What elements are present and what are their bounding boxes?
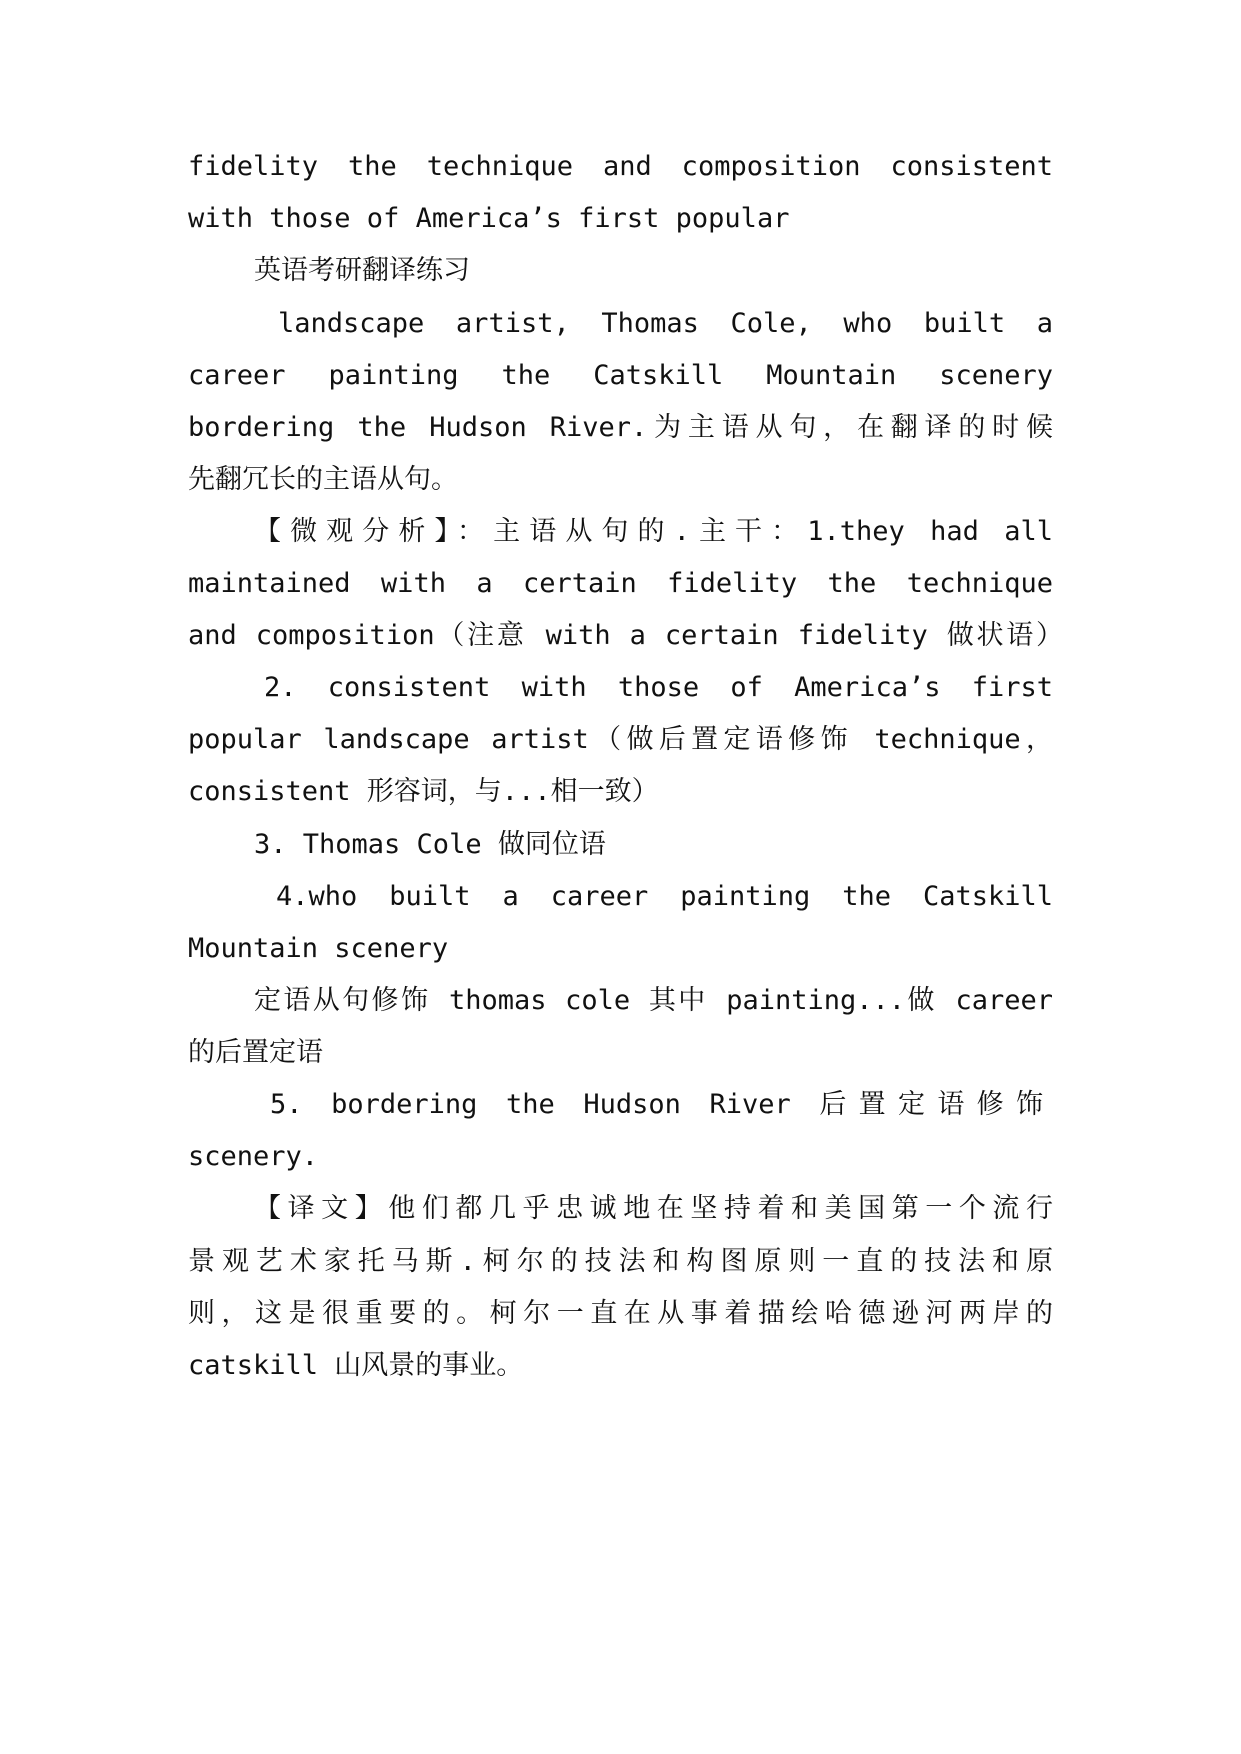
text-line-13: consistent 形容词，与...相一致） bbox=[188, 776, 659, 807]
text-line-19: 5. bordering the Hudson River 后置定语修饰 bbox=[270, 1089, 1043, 1120]
text-line-24: catskill 山风景的事业。 bbox=[188, 1350, 524, 1381]
text-line-10: and composition（注意 with a certain fidelity 做状语） bbox=[188, 620, 1063, 651]
text-line-9: maintained with a certain fidelity the technique bbox=[188, 568, 1053, 599]
text-line-6: bordering the Hudson River.为主语从句，在翻译的时候 bbox=[188, 412, 1053, 443]
text-line-5: career painting the Catskill Mountain scenery bbox=[188, 360, 1053, 391]
text-line-4: landscape artist, Thomas Cole, who built a bbox=[278, 308, 1053, 339]
text-line-14: 3. Thomas Cole 做同位语 bbox=[254, 829, 606, 860]
text-line-2: with those of America’s first popular bbox=[188, 203, 790, 234]
text-line-17: 定语从句修饰 thomas cole 其中 painting...做 career bbox=[254, 985, 1053, 1016]
text-line-20: scenery. bbox=[188, 1141, 319, 1172]
text-line-22: 景观艺术家托马斯.柯尔的技法和构图原则一直的技法和原 bbox=[188, 1246, 1053, 1277]
translation-heading-line: 【译文】他们都几乎忠诚地在坚持着和美国第一个流行 bbox=[254, 1193, 1053, 1224]
text-line-23: 则，这是很重要的。柯尔一直在从事着描绘哈德逊河两岸的 bbox=[188, 1298, 1053, 1329]
text-line-16: Mountain scenery bbox=[188, 933, 449, 964]
section-heading: 英语考研翻译练习 bbox=[254, 255, 470, 286]
text-line-12: popular landscape artist（做后置定语修饰 technique， bbox=[188, 724, 1053, 755]
analysis-heading-line: 【微观分析】：主语从句的.主干：1.they had all bbox=[254, 516, 1053, 547]
text-line-15: 4.who built a career painting the Catskill bbox=[276, 881, 1053, 912]
text-line-11: 2. consistent with those of America’s first bbox=[264, 672, 1053, 703]
text-line-7: 先翻冗长的主语从句。 bbox=[188, 464, 458, 495]
text-line-18: 的后置定语 bbox=[188, 1037, 323, 1068]
text-line-1: fidelity the technique and composition consistent bbox=[188, 151, 1053, 182]
